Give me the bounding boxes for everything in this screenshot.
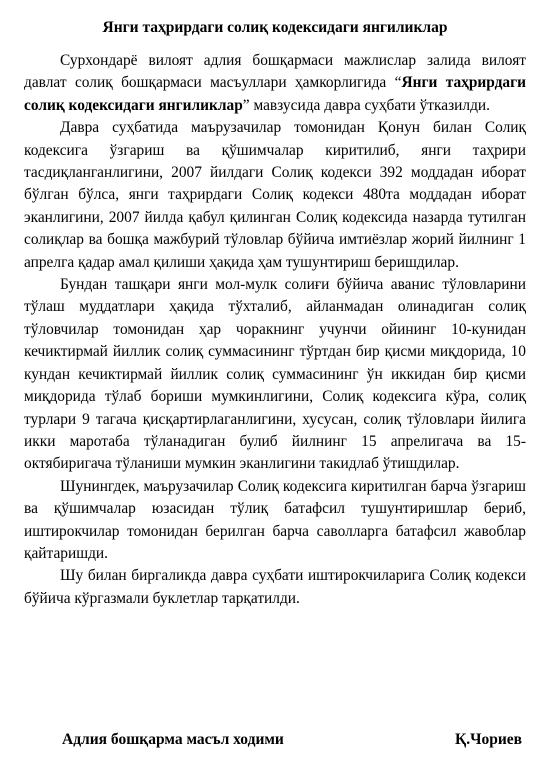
paragraph-speakers: Давра суҳбатида маърузачилар томонидан Қонун билан Солиқ кодексига ўзгариш ва қўшимчалар киритилиб, янги таҳрири тасдиқланганлигини, 2007 йилдаги Солиқ кодекси 392 моддадан иборат бўлган бўлса, янги таҳрирдаги Солиқ кодекси 480та моддадан иборат эканлигини, 2007 йилда қабул қилинган Солиқ кодексида назарда тутилган солиқлар ва бошқа мажбурий тўловлар бўйича имтиёзлар жорий йилнинг 1 апрелга қадар амал қилиши ҳақида ҳам тушунтириш беришдилар. — [24, 119, 526, 271]
signature-block — [62, 730, 522, 750]
signature-position: Адлия бошқарма масъл ходими — [62, 731, 284, 748]
paragraph-booklets: Шу билан биргаликда давра суҳбати иштирокчиларига Солиқ кодекси бўйича кўргазмали буклетлар тарқатилди. — [24, 567, 526, 607]
intro-bold-topic: Янги таҳрирдаги солиқ кодексидаги янгиликлар — [24, 74, 526, 114]
intro-text-before: Сурхондарё вилоят адлия бошқармаси мажлислар залида вилоят давлат солиқ бошқармаси масъуллари ҳамкорлигида “ — [24, 52, 526, 92]
paragraph-property-tax: Бундан ташқари янги мол-мулк солиғи бўйича аванис тўловларини тўлаш муддатлари ҳақида тўхталиб, айланмадан олинадиган солиқ тўловчилар томонидан ҳар чоракнинг учунчи ойининг 10-кунидан кечиктирмай йиллик солиқ суммасининг тўртдан бир қисми миқдорида, 10 кундан кечиктирмай йиллик солиқ суммасининг ўн иккидан бир қисми миқдорида тўлаб бориши мумкинлигини, Солиқ кодексига кўра, солиқ турлари 9 тагача қисқартирлаганлигини, хусусан, солиқ тўловлари йилига икки маротаба тўланадиган булиб йилнинг 15 апрелигача ва 15-октябиригача тўланиши мумкин эканлигини такидлаб ўтишдилар. — [24, 276, 526, 473]
signature-name: Қ.Чориев — [454, 731, 522, 748]
paragraph-intro — [24, 50, 526, 117]
intro-text-after: ” мавзусида давра суҳбати ўтказилди. — [242, 96, 491, 114]
paragraph-explanations: Шунингдек, маърузачилар Солиқ кодексига киритилган барча ўзгариш ва қўшимчалар юзасидан тўлиқ батафсил тушунтиришлар бериб, иштирокчилар томонидан берилган барча саволларга батафсил жавоблар қайтаришди. — [24, 477, 526, 562]
document-page — [24, 0, 526, 610]
document-title: Янги таҳрирдаги солиқ кодексидаги янгиликлар — [102, 19, 448, 36]
